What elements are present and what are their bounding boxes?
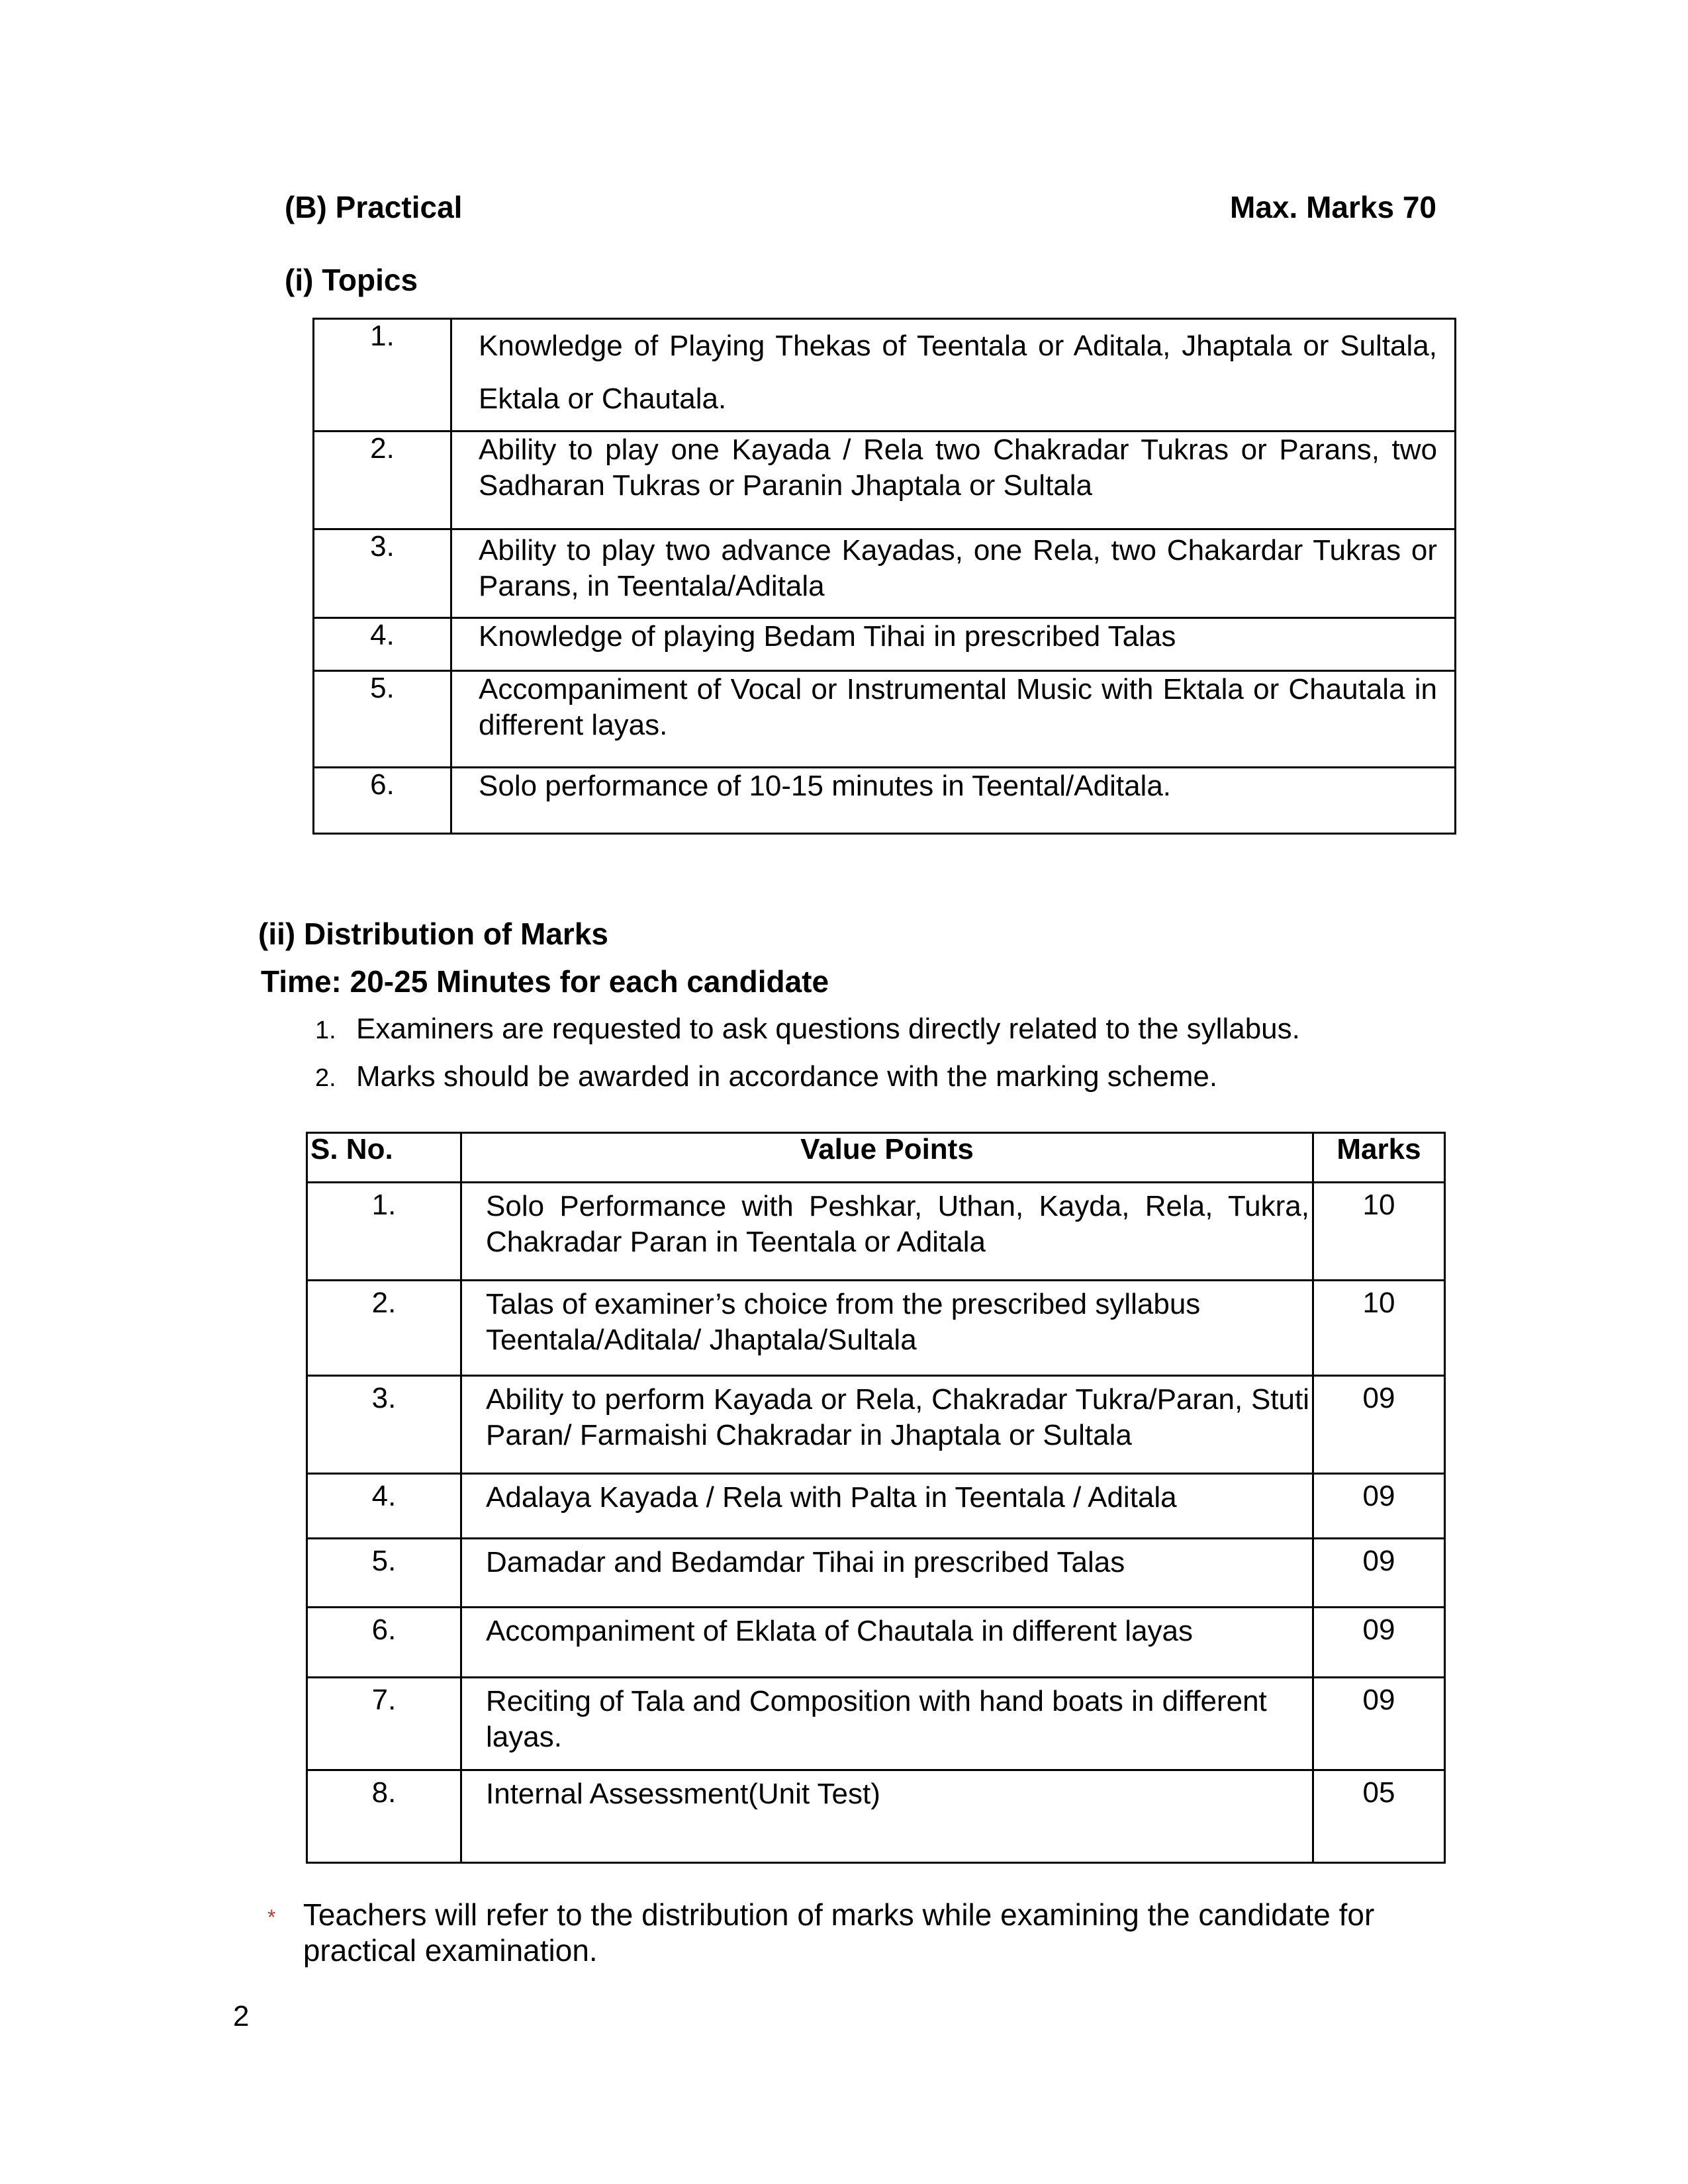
topic-text: Accompaniment of Vocal or Instrumental Music with Ektala or Chautala in different layas.	[451, 671, 1456, 768]
table-row	[307, 1183, 1445, 1281]
topic-text: Ability to play two advance Kayadas, one Rela, two Chakardar Tukras or Parans, in Teentala/Aditala	[451, 529, 1456, 618]
table-row	[307, 1281, 1445, 1376]
table-header-row	[307, 1133, 1445, 1183]
table-row	[314, 319, 1456, 432]
row-number: 3.	[307, 1376, 461, 1474]
table-row	[307, 1608, 1445, 1678]
note-text: Teachers will refer to the distribution of marks while examining the candidate for practical examination.	[303, 1897, 1375, 1968]
row-number: 5.	[307, 1539, 461, 1608]
row-marks: 09	[1313, 1376, 1445, 1474]
marks-table	[306, 1132, 1446, 1864]
list-number: 2.	[315, 1064, 336, 1092]
list-text: Examiners are requested to ask questions directly related to the syllabus.	[356, 1013, 1300, 1045]
table-row	[307, 1474, 1445, 1539]
row-value-point: Internal Assessment(Unit Test)	[461, 1770, 1313, 1863]
topic-text: Solo performance of 10-15 minutes in Teental/Aditala.	[451, 768, 1456, 834]
table-row	[314, 768, 1456, 834]
time-line: Time: 20-25 Minutes for each candidate	[261, 964, 829, 999]
row-marks: 10	[1313, 1183, 1445, 1281]
topic-text: Ability to play one Kayada / Rela two Chakradar Tukras or Parans, two Sadharan Tukras or Paranin Jhaptala or Sultala	[451, 432, 1456, 529]
row-marks: 05	[1313, 1770, 1445, 1863]
header-sno: S. No.	[307, 1133, 461, 1183]
topic-text: Knowledge of playing Bedam Tihai in prescribed Talas	[451, 618, 1456, 671]
instructions-list	[315, 1013, 1300, 1108]
row-value-point: Reciting of Tala and Composition with hand boats in different layas.	[461, 1678, 1313, 1770]
topic-text: Knowledge of Playing Thekas of Teentala or Aditala, Jhaptala or Sultala, Ektala or Chautala.	[451, 319, 1456, 432]
topics-title: (i) Topics	[285, 263, 418, 297]
teacher-note	[267, 1897, 1459, 1968]
max-marks: Max. Marks 70	[1230, 190, 1436, 224]
row-number: 4.	[307, 1474, 461, 1539]
topic-number: 3.	[314, 529, 451, 618]
topics-table	[312, 318, 1456, 835]
topic-number: 5.	[314, 671, 451, 768]
table-row	[314, 671, 1456, 768]
topic-number: 6.	[314, 768, 451, 834]
table-row	[307, 1770, 1445, 1863]
table-row	[314, 618, 1456, 671]
topic-number: 1.	[314, 319, 451, 432]
row-marks: 09	[1313, 1608, 1445, 1678]
page-number: 2	[233, 2000, 250, 2032]
asterisk-marker: *	[267, 1905, 276, 1929]
table-row	[307, 1376, 1445, 1474]
table-row	[314, 529, 1456, 618]
row-marks: 09	[1313, 1474, 1445, 1539]
row-number: 2.	[307, 1281, 461, 1376]
table-row	[307, 1539, 1445, 1608]
header-marks: Marks	[1313, 1133, 1445, 1183]
header-value-points: Value Points	[461, 1133, 1313, 1183]
row-value-point: Solo Performance with Peshkar, Uthan, Kayda, Rela, Tukra, Chakradar Paran in Teentala or Aditala	[461, 1183, 1313, 1281]
row-number: 7.	[307, 1678, 461, 1770]
row-number: 1.	[307, 1183, 461, 1281]
distribution-title: (ii) Distribution of Marks	[258, 917, 608, 951]
list-item	[315, 1060, 1300, 1108]
list-number: 1.	[315, 1017, 336, 1044]
topic-number: 2.	[314, 432, 451, 529]
table-row	[314, 432, 1456, 529]
list-text: Marks should be awarded in accordance with the marking scheme.	[356, 1060, 1218, 1093]
table-row	[307, 1678, 1445, 1770]
topic-number: 4.	[314, 618, 451, 671]
row-value-point: Damadar and Bedamdar Tihai in prescribed Talas	[461, 1539, 1313, 1608]
section-title: (B) Practical	[285, 190, 463, 224]
row-value-point: Accompaniment of Eklata of Chautala in different layas	[461, 1608, 1313, 1678]
row-value-point: Ability to perform Kayada or Rela, Chakradar Tukra/Paran, Stuti Paran/ Farmaishi Chakradar in Jhaptala or Sultala	[461, 1376, 1313, 1474]
row-marks: 10	[1313, 1281, 1445, 1376]
row-marks: 09	[1313, 1678, 1445, 1770]
list-item	[315, 1013, 1300, 1060]
row-value-point: Talas of examiner’s choice from the prescribed syllabus Teentala/Aditala/ Jhaptala/Sultala	[461, 1281, 1313, 1376]
row-number: 8.	[307, 1770, 461, 1863]
row-value-point: Adalaya Kayada / Rela with Palta in Teentala / Aditala	[461, 1474, 1313, 1539]
row-marks: 09	[1313, 1539, 1445, 1608]
row-number: 6.	[307, 1608, 461, 1678]
